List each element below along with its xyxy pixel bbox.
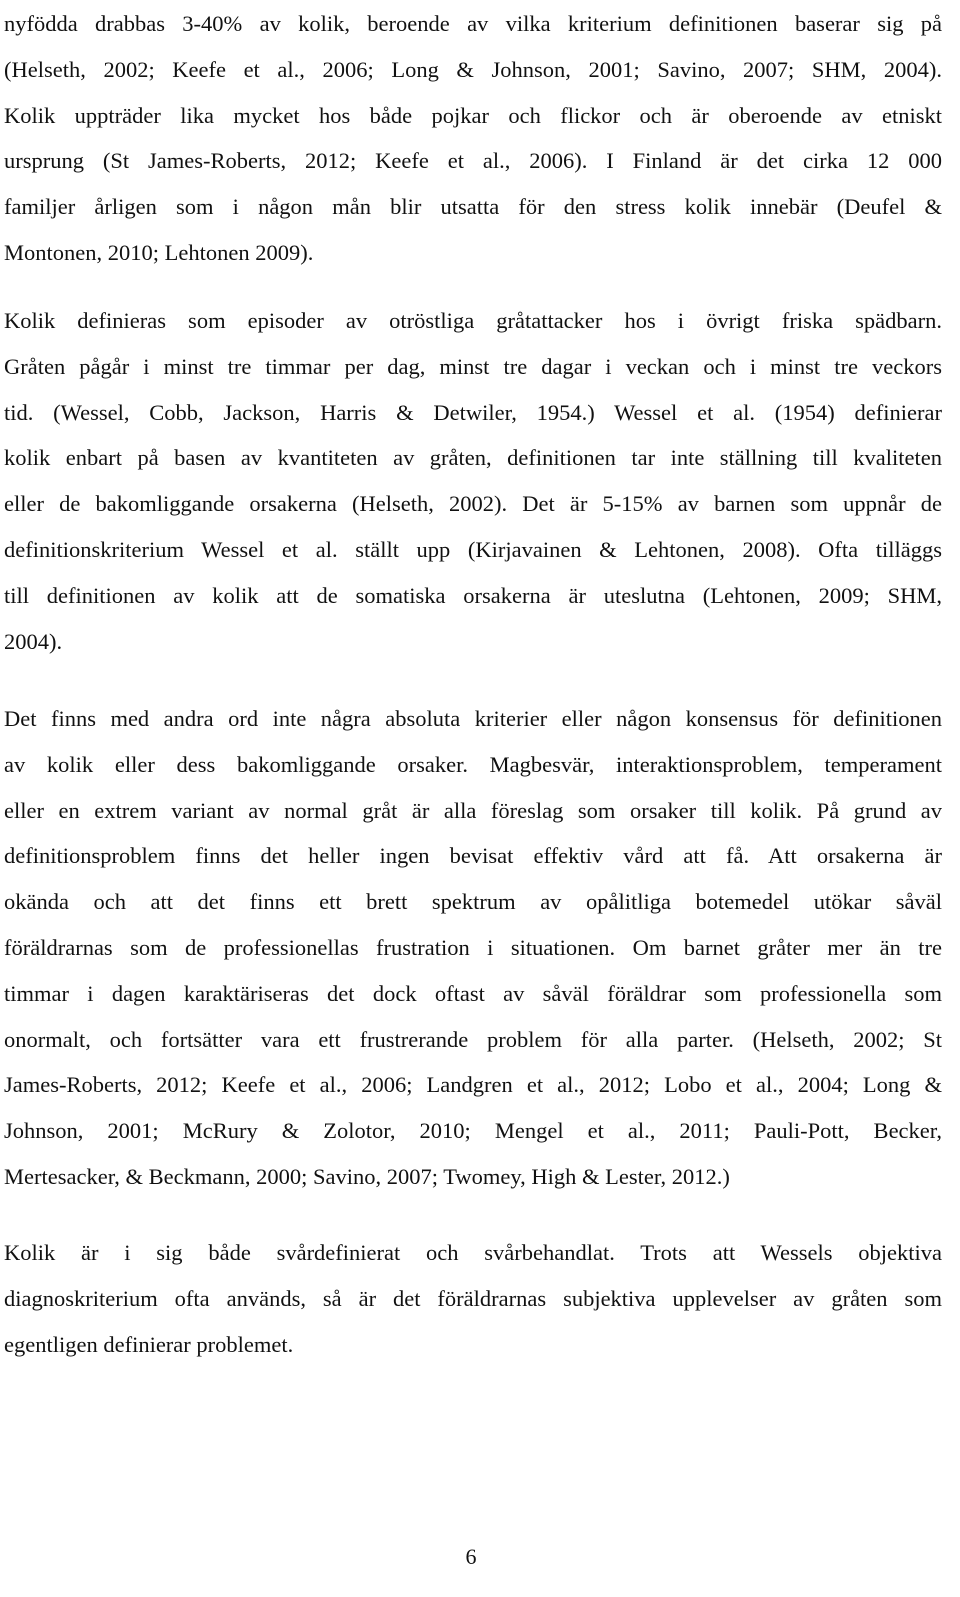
text-line: eller de bakomliggande orsakerna (Helseth, 2002). Det är 5-15% av barnen som uppnår de [4,491,942,517]
text-line: okända och att det finns ett brett spektrum av opålitliga botemedel utökar såväl [4,889,942,915]
text-line: till definitionen av kolik att de somatiska orsakerna är uteslutna (Lehtonen, 2009; SHM, [4,582,942,608]
text-line: egentligen definierar problemet. [4,1331,294,1357]
text-line: onormalt, och fortsätter vara ett frustrerande problem för alla parter. (Helseth, 2002; St [4,1026,942,1052]
text-line: Det finns med andra ord inte några absoluta kriterier eller någon konsensus för definitionen [4,706,942,731]
paragraph [4,298,942,664]
text-line: Montonen, 2010; Lehtonen 2009). [4,239,314,265]
page-number: 6 [465,1544,477,1569]
text-line: Kolik definieras som episoder av otröstliga gråtattacker hos i övrigt friska spädbarn. [4,308,942,333]
paragraph [4,1,942,276]
paragraph [4,1230,942,1367]
text-line: 2004). [4,628,63,654]
text-line: (Helseth, 2002; Keefe et al., 2006; Long & Johnson, 2001; Savino, 2007; SHM, 2004). [4,56,942,82]
text-line: diagnoskriterium ofta används, så är det föräldrarnas subjektiva upplevelser av gråten som [4,1285,942,1311]
text-line: nyfödda drabbas 3-40% av kolik, beroende av vilka kriterium definitionen baserar sig på [4,11,942,36]
text-line: Gråten pågår i minst tre timmar per dag, minst tre dagar i veckan och i minst tre veckors [4,353,942,379]
text-line: definitionsproblem finns det heller ingen bevisat effektiv vård att få. Att orsakerna är [4,843,942,869]
text-line: familjer årligen som i någon mån blir utsatta för den stress kolik innebär (Deufel & [4,194,942,220]
text-line: ursprung (St James-Roberts, 2012; Keefe et al., 2006). I Finland är det cirka 12 000 [4,148,942,174]
text-line: James-Roberts, 2012; Keefe et al., 2006; Landgren et al., 2012; Lobo et al., 2004; Long & [4,1072,942,1098]
text-line: tid. (Wessel, Cobb, Jackson, Harris & Detwiler, 1954.) Wessel et al. (1954) definierar [4,399,942,425]
text-line: Johnson, 2001; McRury & Zolotor, 2010; Mengel et al., 2011; Pauli-Pott, Becker, [4,1118,942,1144]
text-line: Kolik är i sig både svårdefinierat och svårbehandlat. Trots att Wessels objektiva [4,1240,942,1265]
text-line: Mertesacker, & Beckmann, 2000; Savino, 2007; Twomey, High & Lester, 2012.) [4,1163,730,1189]
text-line: kolik enbart på basen av kvantiteten av gråten, definitionen tar inte ställning till kvaliteten [4,445,942,471]
text-line: Kolik uppträder lika mycket hos både pojkar och flickor och är oberoende av etniskt [4,102,942,128]
text-line: föräldrarnas som de professionellas frustration i situationen. Om barnet gråter mer än tre [4,934,942,960]
paragraph [4,696,942,1200]
text-line: av kolik eller dess bakomliggande orsaker. Magbesvär, interaktionsproblem, temperament [4,751,942,777]
text-line: definitionskriterium Wessel et al. ställt upp (Kirjavainen & Lehtonen, 2008). Ofta tilläggs [4,536,942,562]
text-line: eller en extrem variant av normal gråt är alla föreslag som orsaker till kolik. På grund av [4,797,942,823]
text-line: timmar i dagen karaktäriseras det dock oftast av såväl föräldrar som professionella som [4,980,942,1006]
